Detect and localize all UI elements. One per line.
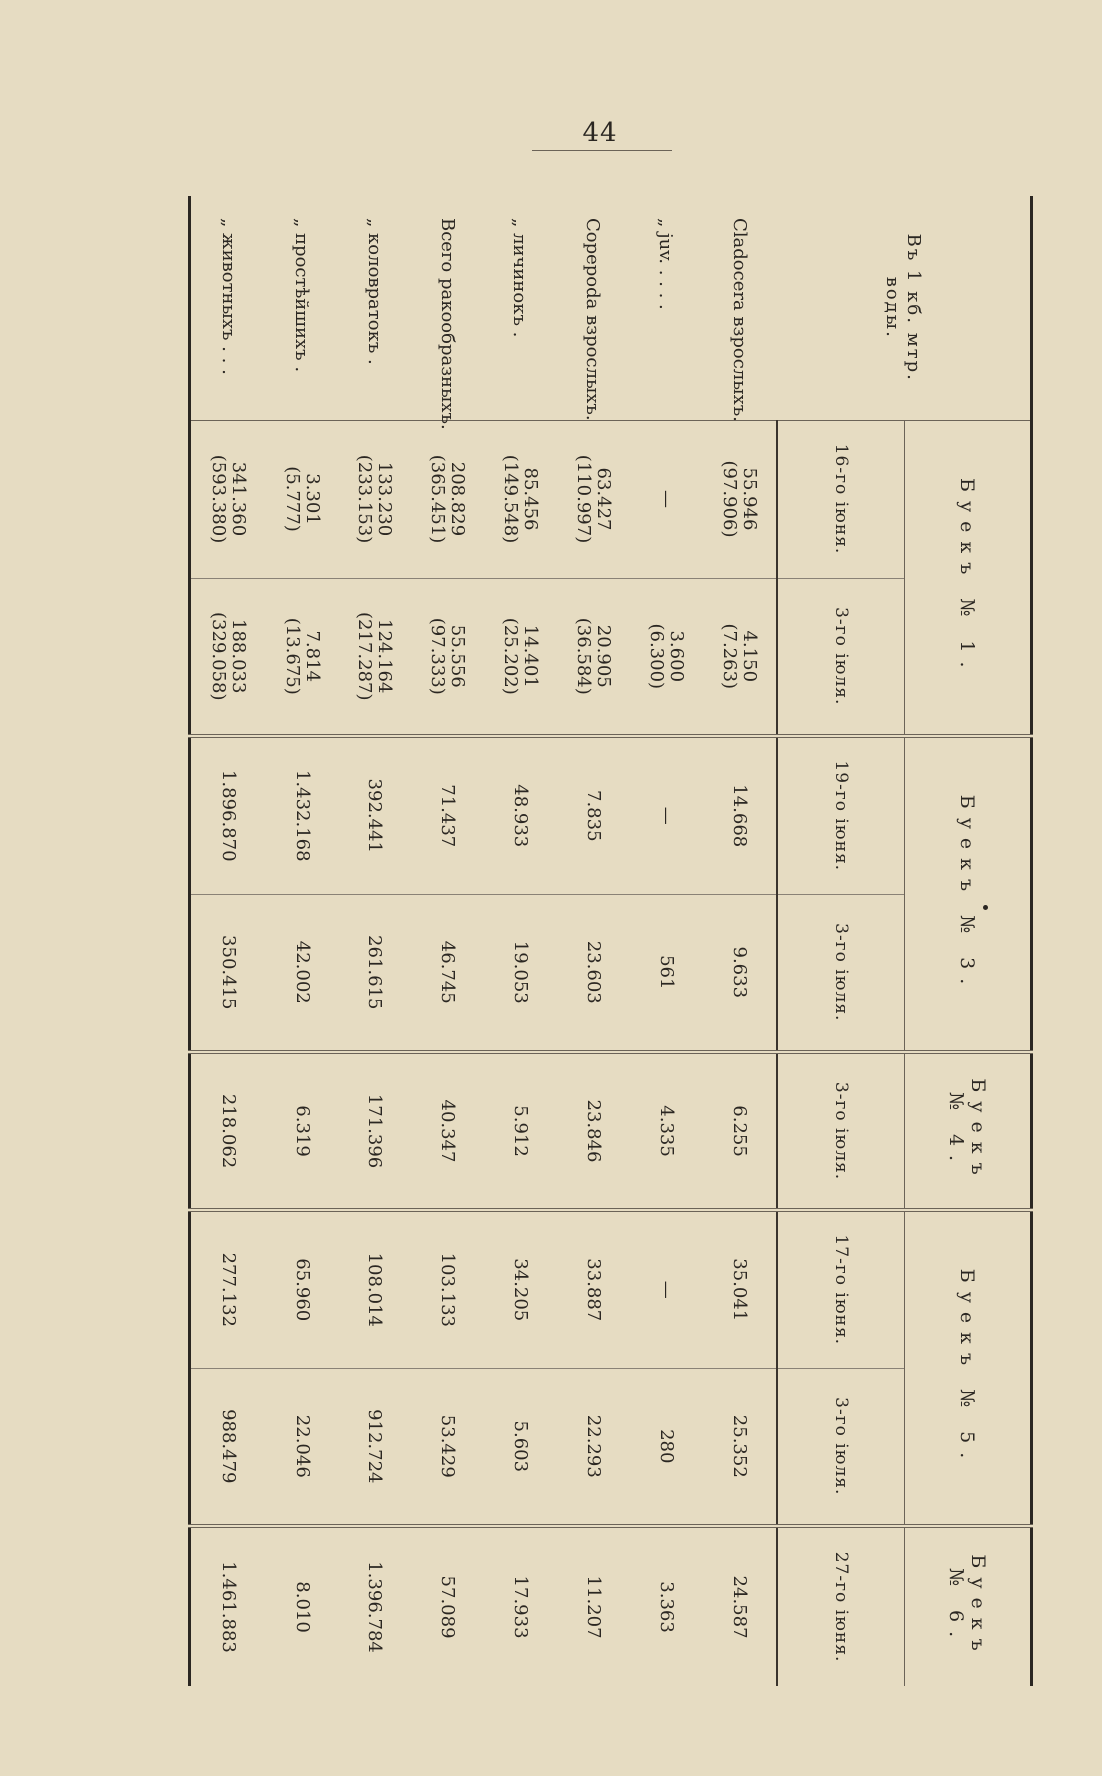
header-buoy-1: Буекъ № 1. — [904, 420, 1031, 736]
cell-value: 55.556 — [447, 624, 469, 688]
cell-value: 6.319 — [291, 1105, 313, 1157]
cell-value: — — [655, 806, 677, 825]
table-cell — [484, 578, 557, 736]
table-cell — [265, 894, 338, 1052]
header-row-groups — [904, 196, 1031, 1686]
cell-subvalue: (365.451) — [427, 454, 449, 544]
table-cell — [411, 578, 484, 736]
table-row — [338, 196, 411, 1686]
cell-value: 9.633 — [728, 946, 750, 999]
header-buoy-6: Буекъ № 6. — [904, 1526, 1031, 1686]
cell-subvalue: (97.333) — [427, 617, 449, 695]
table-cell — [702, 1210, 777, 1368]
plankton-table — [188, 196, 1033, 1686]
header-buoy-4: Буекъ № 4. — [904, 1052, 1031, 1210]
cell-value: 53.429 — [437, 1414, 459, 1478]
header-date: 19-го іюня. — [777, 736, 904, 894]
table-cell — [338, 578, 411, 736]
table-cell — [265, 578, 338, 736]
table-cell — [484, 1368, 557, 1526]
rotated-table-wrapper — [188, 196, 1033, 1686]
cell-value: 171.396 — [364, 1093, 386, 1169]
row-label: „ животныхъ . . . — [190, 196, 266, 420]
table-cell — [556, 1526, 629, 1686]
cell-value: 208.829 — [447, 461, 469, 537]
table-cell — [702, 578, 777, 736]
cell-value: 46.745 — [437, 940, 459, 1004]
row-label: „ личинокъ . — [484, 196, 557, 420]
cell-subvalue: (97.906) — [718, 460, 740, 538]
table-row — [190, 196, 266, 1686]
cell-value: 22.293 — [582, 1414, 604, 1478]
cell-value: 24.587 — [728, 1575, 750, 1639]
header-date: 3-го іюля. — [777, 1052, 904, 1210]
table-cell — [556, 578, 629, 736]
cell-value: 14.668 — [728, 784, 750, 848]
table-cell — [702, 1368, 777, 1526]
table-cell — [190, 1526, 266, 1686]
cell-value: 341.360 — [228, 461, 250, 537]
cell-value: 17.933 — [509, 1575, 531, 1639]
table-cell — [338, 1526, 411, 1686]
table-cell — [484, 420, 557, 578]
table-cell — [190, 578, 266, 736]
cell-value: 40.347 — [437, 1099, 459, 1163]
cell-value: 261.615 — [364, 935, 386, 1010]
cell-subvalue: (110.997) — [572, 454, 594, 544]
cell-value: 392.441 — [364, 778, 386, 853]
table-cell — [190, 1052, 266, 1210]
cell-value: 1.461.883 — [218, 1561, 240, 1653]
header-buoy-5: Буекъ № 5. — [904, 1210, 1031, 1526]
header-row-dates — [777, 196, 904, 1686]
table-row — [265, 196, 338, 1686]
table-row — [629, 196, 702, 1686]
cell-value: 1.896.870 — [218, 769, 240, 862]
table-cell — [484, 894, 557, 1052]
table-cell — [629, 894, 702, 1052]
table-cell — [484, 1526, 557, 1686]
header-date: 3-го іюля. — [777, 894, 904, 1052]
cell-subvalue: (25.202) — [499, 617, 521, 695]
table-cell — [190, 1368, 266, 1526]
cell-value: 23.603 — [582, 940, 604, 1004]
row-label: Cladocera взрослыхъ. — [702, 196, 777, 420]
header-date: 27-го іюня. — [777, 1526, 904, 1686]
table-cell — [484, 1052, 557, 1210]
table-cell — [265, 1368, 338, 1526]
cell-value: 65.960 — [291, 1258, 313, 1322]
cell-value: 23.846 — [582, 1099, 604, 1163]
header-date: 16-го іюня. — [777, 420, 904, 578]
table-cell — [411, 1052, 484, 1210]
table-cell — [629, 578, 702, 736]
cell-subvalue: (149.548) — [499, 454, 521, 544]
header-date: 3-го іюля. — [777, 1368, 904, 1526]
table-cell — [265, 736, 338, 894]
table-cell — [338, 420, 411, 578]
table-cell — [338, 894, 411, 1052]
cell-value: 22.046 — [291, 1414, 313, 1478]
cell-subvalue: (233.153) — [354, 454, 376, 544]
cell-value: 3.363 — [655, 1581, 677, 1633]
cell-value: 3.600 — [665, 630, 687, 683]
cell-value: 3.301 — [301, 473, 323, 525]
table-cell — [265, 1210, 338, 1368]
table-row — [556, 196, 629, 1686]
header-buoy-3: Буекъ № 3. — [904, 736, 1031, 1052]
page-number-rule — [532, 150, 672, 151]
cell-value: 48.933 — [509, 784, 531, 848]
table-cell — [411, 894, 484, 1052]
table-cell — [338, 1210, 411, 1368]
cell-value: 124.164 — [374, 619, 396, 694]
cell-value: — — [655, 1280, 677, 1299]
cell-value: 7.814 — [301, 630, 323, 683]
table-cell — [629, 1210, 702, 1368]
table-cell — [556, 1368, 629, 1526]
table-cell — [629, 420, 702, 578]
table-body — [190, 196, 777, 1686]
cell-value: 133.230 — [374, 461, 396, 537]
table-cell — [338, 1368, 411, 1526]
cell-value: 1.432.168 — [291, 769, 313, 862]
margin-dot — [983, 905, 988, 910]
cell-subvalue: (6.300) — [645, 623, 667, 690]
table-cell — [411, 1210, 484, 1368]
cell-value: 71.437 — [437, 784, 459, 848]
cell-subvalue: (593.380) — [208, 454, 230, 544]
table-row — [702, 196, 777, 1686]
table-cell — [556, 1210, 629, 1368]
cell-value: 108.014 — [364, 1252, 386, 1327]
cell-value: 35.041 — [728, 1258, 750, 1322]
cell-subvalue: (217.287) — [354, 612, 376, 701]
table-cell — [556, 1052, 629, 1210]
table-cell — [484, 736, 557, 894]
row-label: „ коловратокъ . — [338, 196, 411, 420]
table-cell — [190, 420, 266, 578]
cell-subvalue: (5.777) — [281, 466, 303, 532]
table-cell — [702, 1052, 777, 1210]
table-cell — [411, 736, 484, 894]
cell-value: 6.255 — [728, 1105, 750, 1157]
table-cell — [702, 736, 777, 894]
cell-value: 33.887 — [582, 1258, 604, 1322]
cell-value: 4.335 — [655, 1105, 677, 1157]
cell-value: 4.150 — [738, 630, 760, 683]
cell-value: 7.835 — [582, 790, 604, 842]
cell-value: 277.132 — [218, 1252, 240, 1327]
cell-subvalue: (329.058) — [208, 612, 230, 701]
table-cell — [190, 1210, 266, 1368]
corner-header: Въ 1 кб. мтр. воды. — [777, 196, 1032, 420]
table-cell — [556, 894, 629, 1052]
table-cell — [629, 1526, 702, 1686]
cell-value: 57.089 — [437, 1575, 459, 1639]
row-label: Copepoda взрослыхъ. — [556, 196, 629, 420]
table-cell — [411, 1526, 484, 1686]
cell-value: 55.946 — [738, 467, 760, 531]
cell-subvalue: (7.263) — [718, 623, 740, 690]
cell-value: 63.427 — [592, 467, 614, 531]
cell-value: 988.479 — [218, 1409, 240, 1484]
table-cell — [556, 420, 629, 578]
table-cell — [702, 894, 777, 1052]
table-cell — [411, 420, 484, 578]
table-cell — [702, 1526, 777, 1686]
cell-value: 20.905 — [592, 624, 614, 688]
cell-value: 25.352 — [728, 1414, 750, 1478]
table-cell — [265, 1526, 338, 1686]
table-cell — [484, 1210, 557, 1368]
table-cell — [190, 894, 266, 1052]
table-cell — [338, 1052, 411, 1210]
table-cell — [265, 1052, 338, 1210]
row-label: „ простѣйшихъ . — [265, 196, 338, 420]
table-row — [484, 196, 557, 1686]
table-cell — [556, 736, 629, 894]
table-cell — [338, 736, 411, 894]
cell-value: 1.396.784 — [364, 1561, 386, 1653]
table-cell — [629, 1368, 702, 1526]
cell-subvalue: (13.675) — [281, 617, 303, 695]
table-cell — [411, 1368, 484, 1526]
cell-value: 5.603 — [509, 1420, 531, 1473]
cell-value: 912.724 — [364, 1409, 386, 1484]
header-date: 3-го іюля. — [777, 578, 904, 736]
cell-value: 280 — [655, 1429, 677, 1464]
row-label: „ juv. . . . . — [629, 196, 702, 420]
table-cell — [629, 1052, 702, 1210]
cell-value: 11.207 — [582, 1575, 604, 1639]
row-label: Всего ракообразныхъ. — [411, 196, 484, 420]
cell-value: 561 — [655, 955, 677, 990]
cell-value: 218.062 — [218, 1093, 240, 1169]
cell-value: 5.912 — [509, 1105, 531, 1157]
cell-value: 188.033 — [228, 619, 250, 694]
cell-value: 103.133 — [437, 1252, 459, 1327]
table-cell — [190, 736, 266, 894]
table-cell — [629, 736, 702, 894]
cell-value: 42.002 — [291, 940, 313, 1004]
table-cell — [265, 420, 338, 578]
cell-value: — — [655, 490, 677, 508]
page-number: 44 — [582, 118, 618, 148]
cell-value: 34.205 — [509, 1258, 531, 1322]
header-date: 17-го іюня. — [777, 1210, 904, 1368]
table-cell — [702, 420, 777, 578]
cell-value: 85.456 — [519, 467, 541, 531]
cell-subvalue: (36.584) — [572, 617, 594, 695]
cell-value: 19.053 — [509, 940, 531, 1004]
table-row — [411, 196, 484, 1686]
cell-value: 14.401 — [519, 624, 541, 688]
cell-value: 8.010 — [291, 1581, 313, 1633]
cell-value: 350.415 — [218, 935, 240, 1010]
